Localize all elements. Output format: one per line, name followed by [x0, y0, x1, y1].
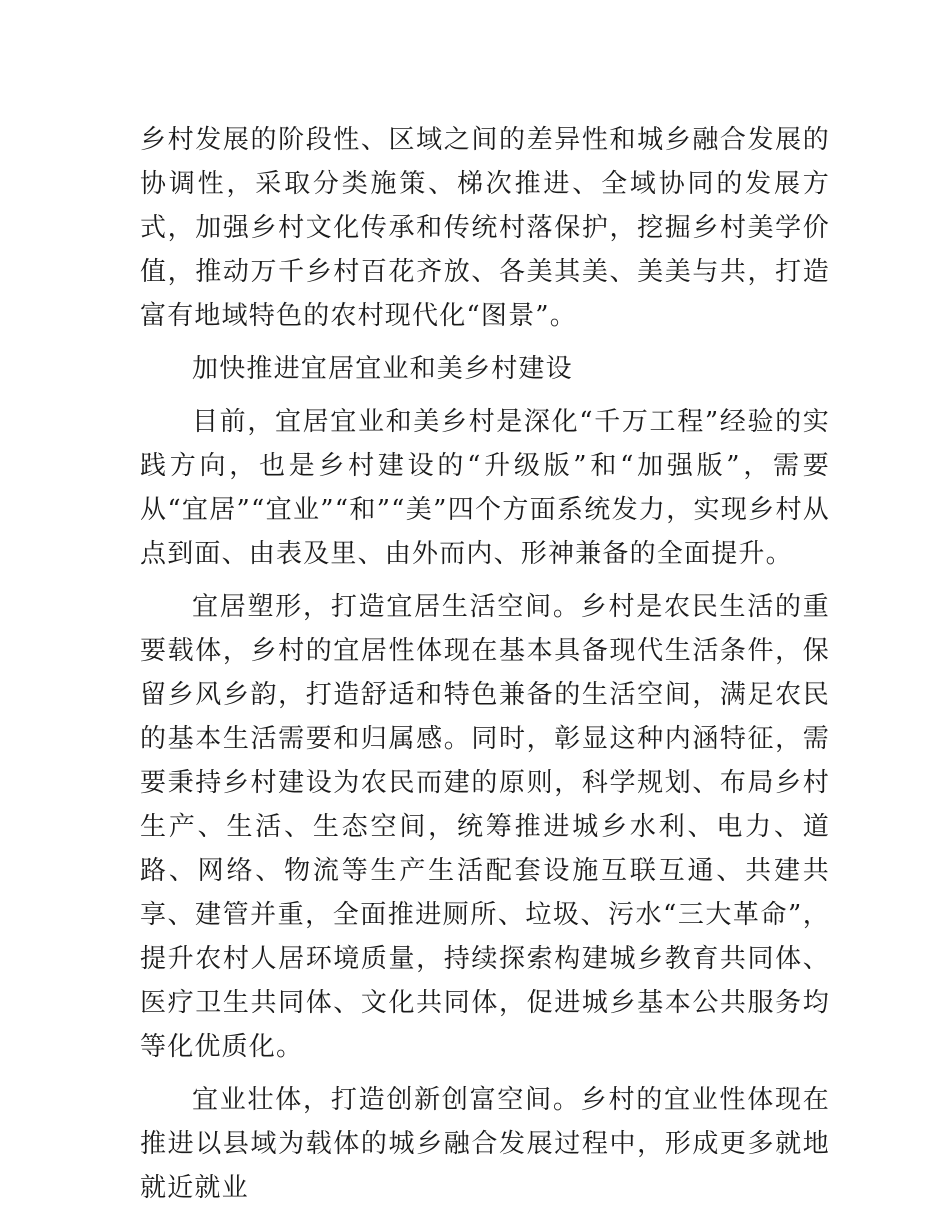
article-body [140, 118, 830, 1219]
continuation-paragraph: 乡村发展的阶段性、区域之间的差异性和城乡融合发展的协调性，采取分类施策、梯次推进、全域协同的发展方式，加强乡村文化传承和传统村落保护，挖掘乡村美学价值，推动万千乡村百花齐放、各美其美、美美与共，打造富有地域特色的农村现代化“图景”。 [140, 125, 830, 331]
body-paragraph: 宜业壮体，打造创新创富空间。乡村的宜业性体现在推进以县域为载体的城乡融合发展过程中，形成更多就地就近就业 [140, 1085, 830, 1203]
body-paragraph: 目前，宜居宜业和美乡村是深化“千万工程”经验的实践方向，也是乡村建设的“升级版”和“加强版”，需要从“宜居”“宜业”“和”“美”四个方面系统发力，实现乡村从点到面、由表及里、由外而内、形神兼备的全面提升。 [140, 407, 830, 569]
section-heading: 加快推进宜居宜业和美乡村建设 [192, 354, 573, 384]
body-paragraph: 宜居塑形，打造宜居生活空间。乡村是农民生活的重要载体，乡村的宜居性体现在基本具备现代生活条件，保留乡风乡韵，打造舒适和特色兼备的生活空间，满足农民的基本生活需要和归属感。同时，彰显这种内涵特征，需要秉持乡村建设为农民而建的原则，科学规划、布局乡村生产、生活、生态空间，统筹推进城乡水利、电力、道路、网络、物流等生产生活配套设施互联互通、共建共享、建管并重，全面推进厕所、垃圾、污水“三大革命”，提升农村人居环境质量，持续探索构建城乡教育共同体、医疗卫生共同体、文化共同体，促进城乡基本公共服务均等化优质化。 [140, 592, 830, 1062]
